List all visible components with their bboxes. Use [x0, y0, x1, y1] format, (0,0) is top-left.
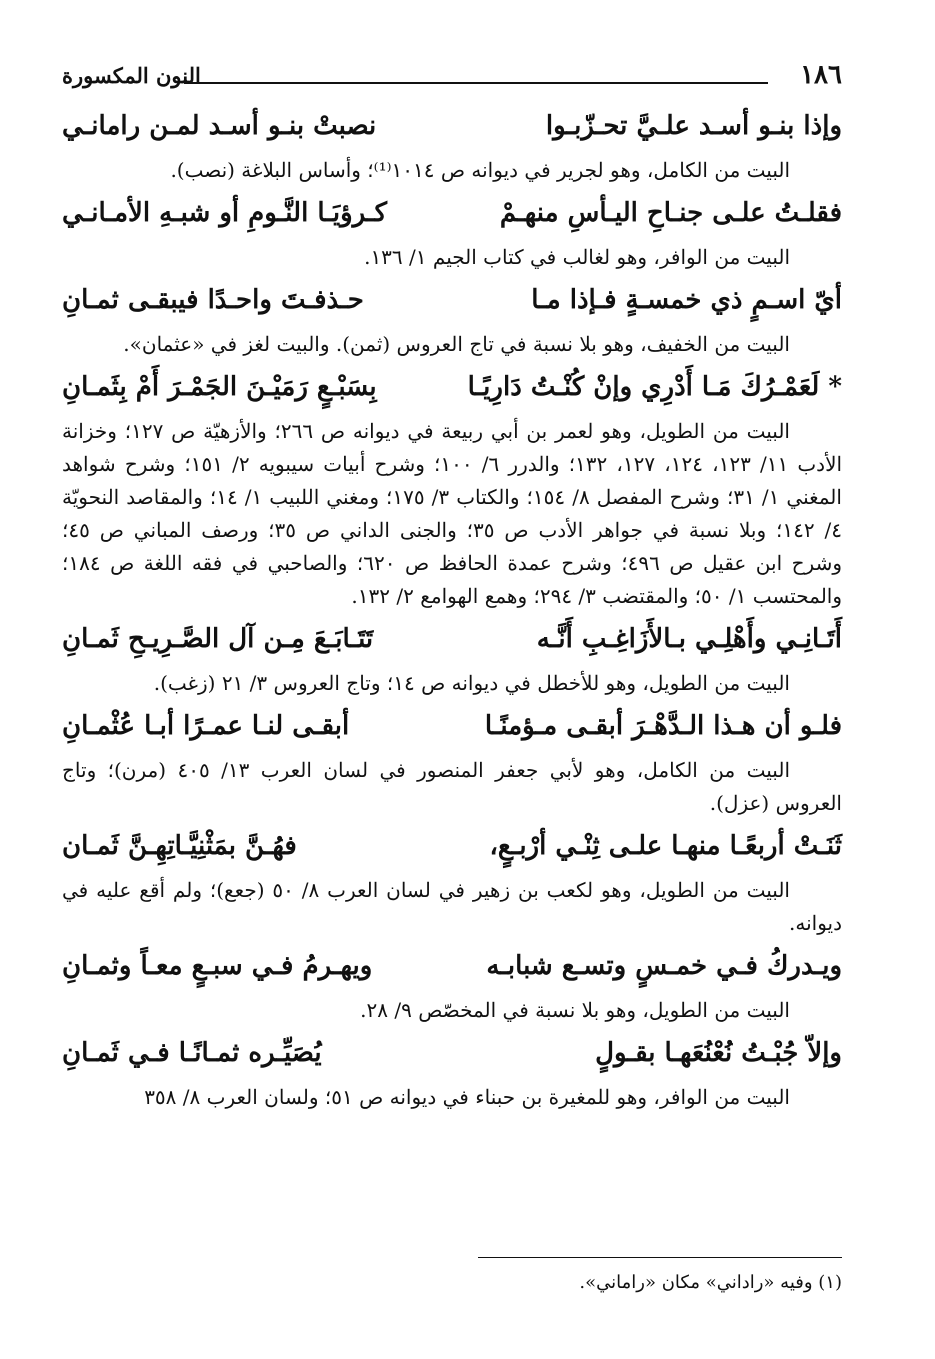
hemistich-first: أَتَـانِـي وأَهْلِـي بـالأَزَاغِـبِ أَنَّـه — [536, 624, 842, 654]
hemistich-first: وإلاّ جُبْـتُ نُعْنُعَهـا بقـولٍ — [595, 1038, 842, 1068]
header-rule — [184, 82, 768, 84]
verse — [62, 619, 842, 667]
hemistich-first: * لَعَمْـرُكَ مَـا أَدْرِي وإنْ كُنْـتُ دَارِيًـا — [467, 372, 842, 402]
verse-note: البيت من الوافر، وهو للمغيرة بن حبناء في ديوانه ص ٥١؛ ولسان العرب ٨/ ٣٥٨ — [144, 1085, 790, 1109]
running-title: النون المكسورة — [62, 63, 201, 88]
verse-note: البيت من الكامل، وهو لأبي جعفر المنصور في لسان العرب ١٣/ ٤٠٥ (مرن)؛ وتاج العروس (عزل). — [62, 758, 842, 815]
verse-note: البيت من الطويل، وهو لكعب بن زهير في لسان العرب ٨/ ٥٠ (جعع)؛ ولم أقع عليه في ديوانه. — [62, 878, 842, 935]
verse — [62, 193, 842, 241]
hemistich-second: بِسَبْـعٍ رَمَيْـنَ الجَمْـرَ أَمْ بِثَمـانِ — [62, 372, 377, 402]
verse — [62, 1033, 842, 1081]
hemistich-first: فقلـتُ علـى جنـاحِ اليـأسِ منهـمْ — [499, 198, 842, 228]
verse-note: البيت من الخفيف، وهو بلا نسبة في تاج العروس (ثمن). والبيت لغز في «عثمان». — [123, 332, 790, 356]
verse-note: البيت من الطويل، وهو بلا نسبة في المخصّص ٩/ ٢٨. — [360, 998, 790, 1022]
verse-note: البيت من الطويل، وهو للأخطل في ديوانه ص ١٤؛ وتاج العروس ٣/ ٢١ (زغب). — [153, 671, 790, 695]
verse — [62, 367, 842, 415]
hemistich-first: فلـو أن هـذا الـدَّهْـرَ أبقـى مـؤمنًـا — [484, 711, 842, 741]
hemistich-first: ويـدركُ فـي خمـسٍ وتسـع شبابـه — [486, 951, 842, 981]
hemistich-second: نصبتْ بنـو أسـد لمـن رامانـي — [62, 111, 377, 141]
page-number: ١٨٦ — [800, 60, 842, 90]
verse — [62, 826, 842, 874]
hemistich-second: فهُـنَّ بمَثْنِيَّـاتِهِـنَّ ثَمـان — [62, 831, 297, 861]
verse — [62, 106, 842, 154]
verse-note: البيت من الطويل، وهو لعمر بن أبي ربيعة في ديوانه ص ٢٦٦؛ والأزهيّة ص ١٢٧؛ وخزانة الأدب ١١/ ١٢٣، ١٢٤، ١٢٧، ١٣٢؛ والدرر ٦/ ١٠٠؛ وشرح أبيات سيبويه ٢/ ١٥١؛ وشرح شواهد المغني ١/ ٣١؛ وشرح المفصل ٨/ ١٥٤؛ والكتاب ٣/ ١٧٥؛ ومغني اللبيب ١/ ١٤؛ والمقاصد النحويّة ٤/ ١٤٢؛ وبلا نسبة في جواهر الأدب ص ٣٥؛ والجنى الداني ص ٣٥؛ ورصف المباني ص ٤٥؛ وشرح ابن عقيل ص ٤٩٦؛ وشرح عمدة الحافظ ص ٦٢٠؛ والصاحبي في فقه اللغة ص ١٨٤؛ والمحتسب ١/ ٥٠؛ والمقتضب ٣/ ٢٩٤؛ وهمع الهوامع ٢/ ١٣٢. — [62, 419, 843, 608]
verse — [62, 706, 842, 754]
hemistich-second: كـرؤيَـا النَّـومِ أو شبـهِ الأمـانـي — [62, 198, 388, 228]
hemistich-second: أبقـى لنـا عمـرًا أبـا عُثْمـانِ — [62, 711, 350, 741]
verse — [62, 280, 842, 328]
hemistich-first: أيّ اسـمٍ ذي خمسـةٍ فـإذا مـا — [531, 285, 842, 315]
hemistich-first: وإذا بنـو أسـد علـيَّ تحـزّبـوا — [545, 111, 842, 141]
hemistich-first: ثَنَـتْ أربعًـا منهـا علـى ثِنْـي أرْبـعٍ، — [489, 831, 842, 861]
hemistich-second: تَتَـابَـعَ مِـن آل الصَّـرِيـحِ ثَمـانِ — [62, 624, 374, 654]
page-header — [62, 60, 842, 94]
hemistich-second: حـذفـتَ واحـدًا فيبقـى ثمـانِ — [62, 285, 364, 315]
hemistich-second: يُصَيِّـره ثمـانًـا فـي ثَمـانِ — [62, 1038, 322, 1068]
verse-note: البيت من الكامل، وهو لجرير في ديوانه ص ١٠١٤⁽¹⁾؛ وأساس البلاغة (نصب). — [170, 158, 790, 182]
hemistich-second: ويهـرمُ فـي سبـعٍ معـاً وثمـانِ — [62, 951, 373, 981]
footnote-rule — [478, 1257, 842, 1258]
footnote: (١) وفيه «راداني» مكان «راماني». — [579, 1272, 842, 1293]
verse-note: البيت من الوافر، وهو لغالب في كتاب الجيم ١/ ١٣٦. — [364, 245, 790, 269]
page-body — [62, 106, 842, 1120]
verse — [62, 946, 842, 994]
